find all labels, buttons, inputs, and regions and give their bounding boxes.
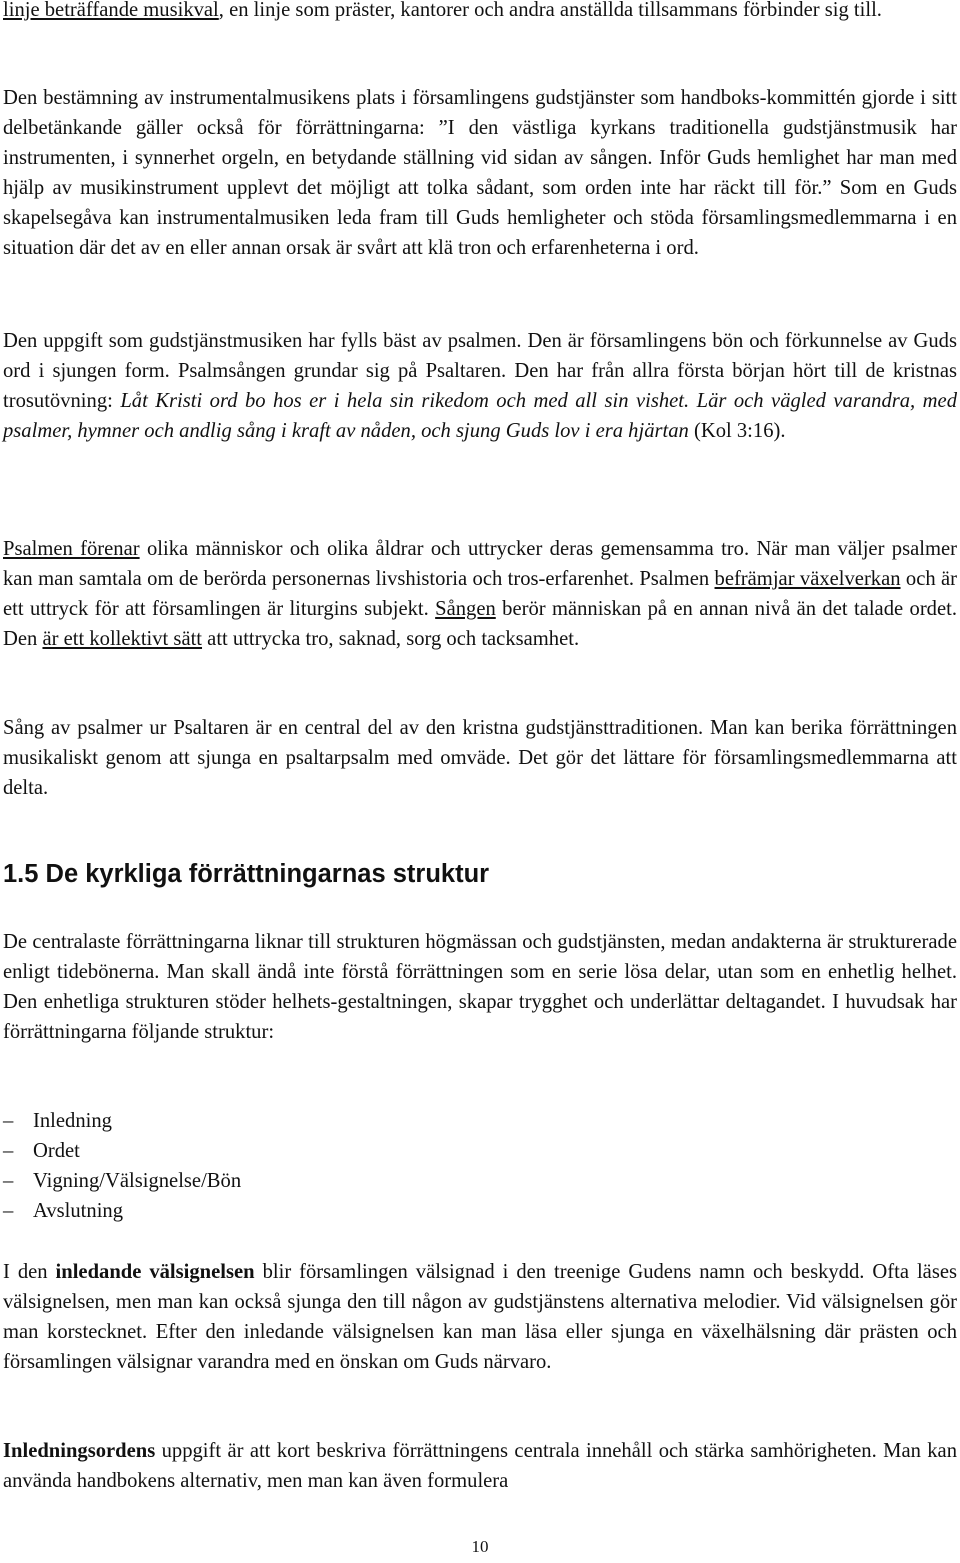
paragraph-psalm-unites (3, 534, 957, 654)
page-number: 10 (471, 1537, 489, 1556)
text-run: att uttrycka tro, saknad, sorg och tacksamhet. (202, 628, 580, 650)
text-run: berör människan på en annan nivå än det talade ordet. Den (3, 598, 957, 650)
text-run: Sång av psalmer ur Psaltaren är en central del av den kristna gudstjänsttraditionen. Man kan berika förrättningen musikaliskt genom att sjunga en psaltarpsalm med omväde. Det gör det lättare för församlingsmedlemmarna att delta. (3, 717, 957, 799)
paragraph-music-guideline-end (3, 0, 957, 25)
text-run: , en linje som präster, kantorer och andra anställda tillsammans förbinder sig till. (218, 0, 882, 21)
text-run: uppgift är att kort beskriva förrättningens centrala innehåll och stärka samhörigheten. Man kan använda handbokens alternativ, men man kan även formulera (3, 1440, 957, 1492)
list-item: – Ordet (3, 1136, 241, 1166)
text-run: blir församlingen välsignad i den treenige Gudens namn och beskydd. Ofta läses välsignelsen, men man kan också sjunga den till någon av gudstjänstens alternativa melodier. Vid välsignelsen gör man korstecknet. Efter den inledande välsignelsen kan man läsa eller sjunga en växelhälsning där prästen och församlingen välsignar varandra med en önskan om Guds närvaro. (3, 1261, 957, 1373)
underlined-phrase: Psalmen förenar (3, 538, 140, 560)
bible-quote-italic: Låt Kristi ord bo hos er i hela sin rikedom och med all sin vishet. Lär och vägled varandra, med psalmer, hymner och andlig sång i kraft av nåden, och sjung Guds lov i era hjärtan (3, 390, 957, 442)
text-run: I den (3, 1261, 56, 1283)
bold-term: Inledningsordens (3, 1440, 156, 1462)
underlined-phrase: Sången (435, 598, 496, 620)
text-run: olika människor och olika åldrar och uttrycker deras gemensamma tro. När man väljer psalmer kan man samtala om de berörda personernas livshistoria och tros-erfarenhet. Psalmen (3, 538, 957, 590)
list-item: – Vigning/Välsignelse/Bön (3, 1166, 241, 1196)
underlined-phrase: befrämjar växelverkan (714, 568, 901, 590)
paragraph-structure-intro (3, 927, 957, 1047)
paragraph-opening-blessing (3, 1257, 957, 1377)
text-run: (Kol 3:16). (688, 420, 786, 442)
list-item: – Inledning (3, 1106, 241, 1136)
paragraph-opening-words (3, 1436, 957, 1496)
list-item: – Avslutning (3, 1196, 241, 1226)
underlined-phrase: är ett kollektivt sätt (42, 628, 203, 650)
text-run: De centralaste förrättningarna liknar till strukturen högmässan och gudstjänsten, medan andakterna är strukturerade enligt tidebönerna. Man skall ändå inte förstå förrättningen som en serie lösa delar, utan som en enhetlig helhet. Den enhetliga strukturen stöder helhets-gestaltningen, skapar trygghet och underlättar deltagandet. I huvudsak har förrättningarna följande struktur: (3, 931, 957, 1043)
underlined-phrase: linje beträffande musikval (3, 0, 219, 21)
paragraph-psalm-task (3, 326, 957, 446)
structure-list (3, 1106, 241, 1226)
text-run: Den bestämning av instrumentalmusikens plats i församlingens gudstjänster som handboks-kommittén gjorde i sitt delbetänkande gäller också för förrättningarna: ”I den västliga kyrkans traditionella gudstjänstmusik har instrumenten, i synnerhet orgeln, en betydande ställning vid sidan av sången. Inför Guds hemlighet har man med hjälp av musikinstrument upplevt det möjligt att tolka sådant, som orden inte har räckt till för.” Som en Guds skapelsegåva kan instrumentalmusiken leda fram till Guds hemligheter och stöda församlingsmedlemmarna i en situation där det av en eller annan orsak är svårt att klä tron och erfarenheterna i ord. (3, 87, 957, 259)
text-run: Den uppgift som gudstjänstmusiken har fylls bäst av psalmen. Den är församlingens bön och förkunnelse av Guds ord i sjungen form. Psalmsången grundar sig på Psaltaren. Den har från allra första början hört till de kristnas trosutövning: (3, 330, 957, 412)
paragraph-psalter-singing (3, 713, 957, 803)
bold-term: inledande välsignelsen (55, 1261, 255, 1283)
text-run: och är ett uttryck för att församlingen är liturgins subjekt. (3, 568, 958, 620)
section-heading: 1.5 De kyrkliga förrättningarnas struktur (3, 860, 490, 888)
paragraph-instrumental-music (3, 83, 957, 263)
